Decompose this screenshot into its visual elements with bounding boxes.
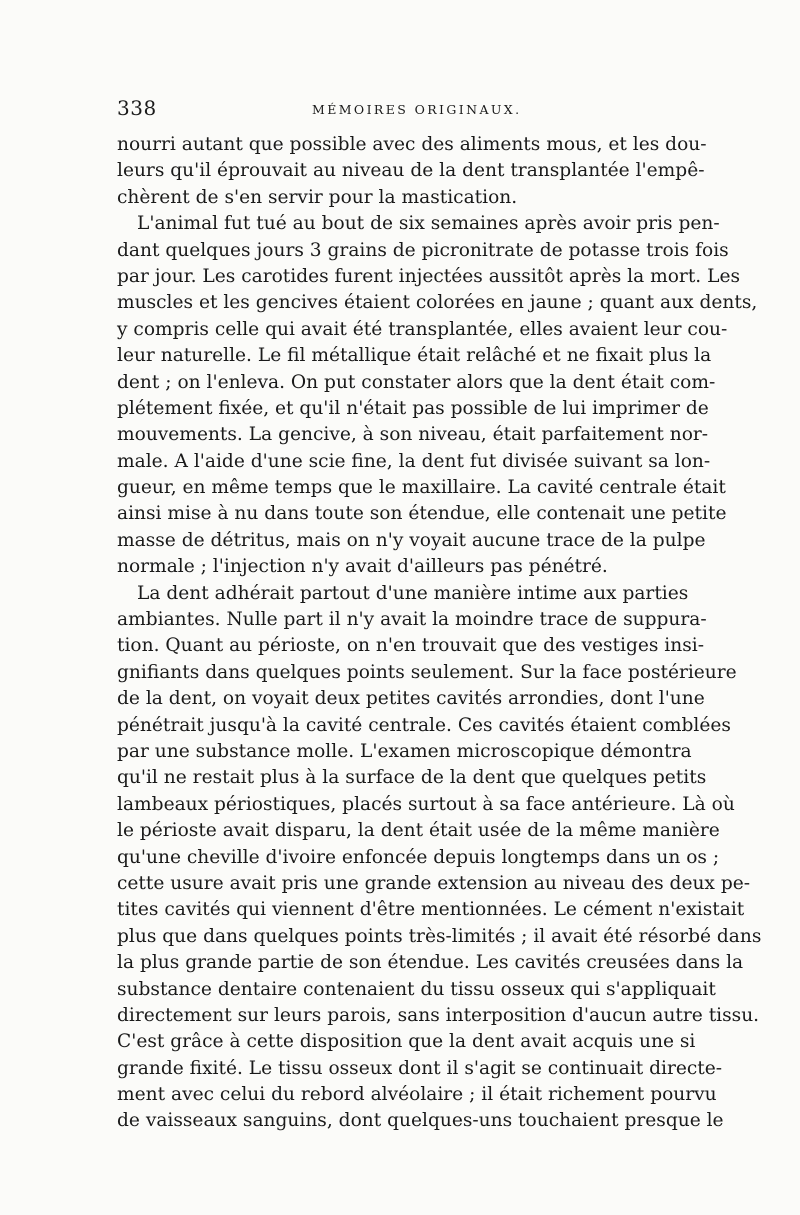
text-line: par une substance molle. L'examen microscopique démontra	[117, 740, 692, 762]
text-line: tion. Quant au périoste, on n'en trouvait que des vestiges insi-	[117, 635, 704, 657]
text-line: plétement fixée, et qu'il n'était pas possible de lui imprimer de	[117, 397, 709, 419]
page-header	[117, 96, 683, 126]
body-text	[117, 132, 762, 1135]
paragraph	[117, 132, 707, 211]
text-line: dent ; on l'enleva. On put constater alors que la dent était com-	[117, 371, 716, 393]
text-line: la plus grande partie de son étendue. Les cavités creusées dans la	[117, 952, 744, 974]
text-line: y compris celle qui avait été transplantée, elles avaient leur cou-	[117, 318, 728, 340]
text-line: mouvements. La gencive, à son niveau, était parfaitement nor-	[117, 424, 709, 446]
text-line: normale ; l'injection n'y avait d'ailleurs pas pénétré.	[117, 556, 608, 578]
paragraph	[117, 581, 762, 1135]
text-line: grande fixité. Le tissu osseux dont il s'agit se continuait directe-	[117, 1057, 723, 1079]
text-line: ment avec celui du rebord alvéolaire ; il était richement pourvu	[117, 1084, 717, 1106]
text-line: masse de détritus, mais on n'y voyait aucune trace de la pulpe	[117, 529, 706, 551]
text-line: leur naturelle. Le fil métallique était relâché et ne fixait plus la	[117, 345, 712, 367]
text-line: muscles et les gencives étaient colorées en jaune ; quant aux dents,	[117, 292, 758, 314]
paragraph	[117, 211, 758, 580]
text-line: le périoste avait disparu, la dent était usée de la même manière	[117, 820, 720, 842]
text-line: male. A l'aide d'une scie fine, la dent fut divisée suivant sa lon-	[117, 450, 711, 472]
page-number: 338	[117, 96, 157, 120]
text-line: pénétrait jusqu'à la cavité centrale. Ces cavités étaient comblées	[117, 714, 731, 736]
text-line: par jour. Les carotides furent injectées aussitôt après la mort. Les	[117, 265, 741, 287]
text-line: lambeaux périostiques, placés surtout à sa face antérieure. Là où	[117, 793, 735, 815]
text-line: directement sur leurs parois, sans interposition d'aucun autre tissu.	[117, 1004, 760, 1026]
text-line: chèrent de s'en servir pour la mastication.	[117, 186, 518, 208]
text-line: tites cavités qui viennent d'être mentionnées. Le cément n'existait	[117, 899, 745, 921]
text-line: de la dent, on voyait deux petites cavités arrondies, dont l'une	[117, 688, 705, 710]
text-line: C'est grâce à cette disposition que la dent avait acquis une si	[117, 1031, 696, 1053]
text-line: L'animal fut tué au bout de six semaines après avoir pris pen-	[137, 213, 720, 235]
text-line: gnifiants dans quelques points seulement. Sur la face postérieure	[117, 661, 737, 683]
text-line: dant quelques jours 3 grains de picronitrate de potasse trois fois	[117, 239, 729, 261]
text-line: La dent adhérait partout d'une manière intime aux parties	[137, 582, 689, 604]
text-line: cette usure avait pris une grande extension au niveau des deux pe-	[117, 872, 751, 894]
text-line: de vaisseaux sanguins, dont quelques-uns touchaient presque le	[117, 1110, 724, 1132]
running-head: MÉMOIRES ORIGINAUX.	[312, 102, 522, 117]
text-line: gueur, en même temps que le maxillaire. La cavité centrale était	[117, 477, 726, 499]
text-line: qu'une cheville d'ivoire enfoncée depuis longtemps dans un os ;	[117, 846, 720, 868]
text-line: ambiantes. Nulle part il n'y avait la moindre trace de suppura-	[117, 609, 707, 631]
text-line: plus que dans quelques points très-limités ; il avait été résorbé dans	[117, 925, 762, 947]
text-line: qu'il ne restait plus à la surface de la dent que quelques petits	[117, 767, 707, 789]
text-line: ainsi mise à nu dans toute son étendue, elle contenait une petite	[117, 503, 727, 525]
text-line: substance dentaire contenaient du tissu osseux qui s'appliquait	[117, 978, 716, 1000]
text-line: nourri autant que possible avec des aliments mous, et les dou-	[117, 134, 707, 155]
text-line: leurs qu'il éprouvait au niveau de la dent transplantée l'empê-	[117, 160, 705, 182]
